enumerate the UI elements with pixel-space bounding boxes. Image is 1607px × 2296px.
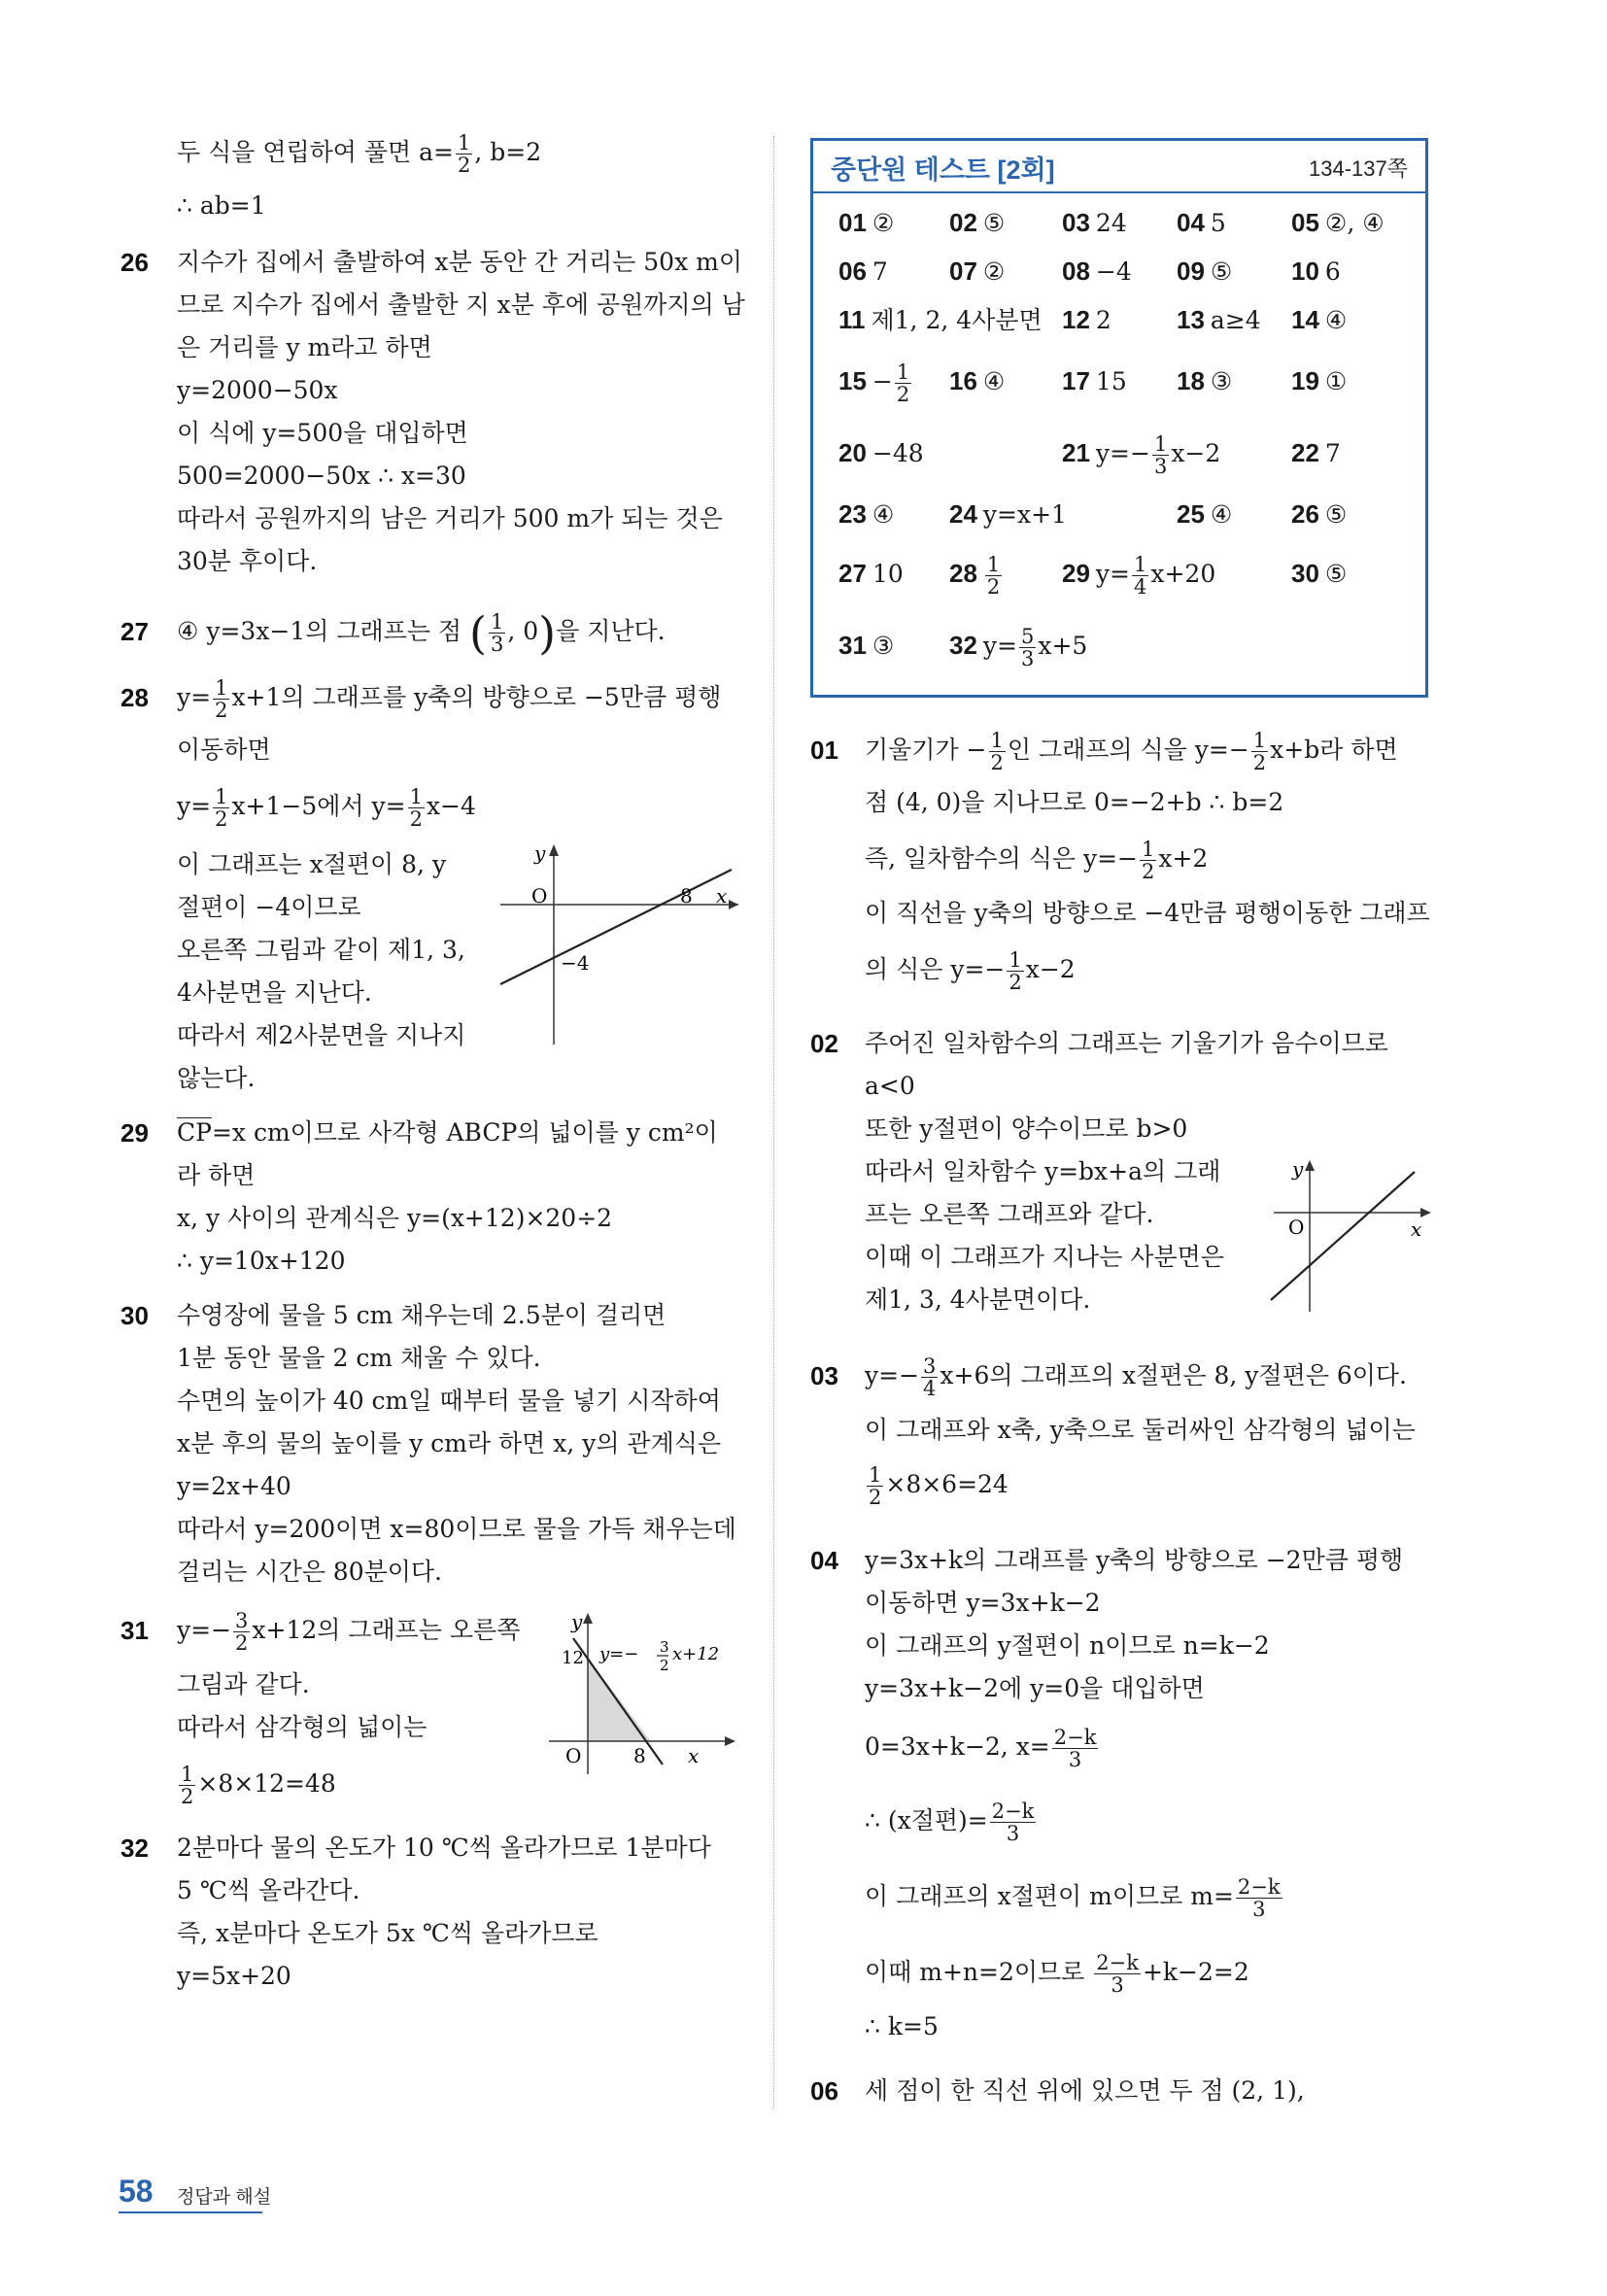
r01-line: 점 (4, 0)을 지나므로 0=−2+b ∴ b=2 (865, 788, 1284, 816)
answer-item: 19 ① (1291, 366, 1348, 395)
q26-line: 500=2000−50x ∴ x=30 (177, 462, 466, 490)
answer-item: 20 −48 (838, 438, 924, 467)
answer-item: 07 ② (949, 257, 1006, 286)
r04-line: ∴ (x절편)= $\frac{2-k}{3}$ (865, 1799, 1035, 1845)
answer-key-title: 중단원 테스트 [2회] (831, 155, 1055, 185)
q29-line: ∴ y=10x+120 (177, 1247, 346, 1275)
q32-line: 5 ℃씩 올라간다. (177, 1876, 360, 1904)
q28-line: 이동하면 (177, 736, 271, 764)
q28-line: 따라서 제2사분면을 지나지 (177, 1021, 466, 1049)
q31-line: 따라서 삼각형의 넓이는 (177, 1713, 427, 1741)
x-axis-arrow (729, 900, 738, 909)
r02-line: 따라서 일차함수 y=bx+a의 그래 (865, 1157, 1221, 1185)
q26-line: 30분 후이다. (177, 547, 318, 575)
answer-key-pages: 134-137쪽 (1309, 156, 1408, 181)
q28-line: 오른쪽 그림과 같이 제1, 3, (177, 936, 465, 964)
answer-item: 13 a≥4 (1177, 305, 1261, 334)
q28-line: 않는다. (177, 1064, 256, 1092)
answer-item: 09 ⑤ (1177, 257, 1233, 286)
q29-line: 라 하면 (177, 1161, 256, 1189)
r03-line: 이 그래프와 x축, y축으로 둘러싸인 삼각형의 넓이는 (865, 1416, 1416, 1444)
answer-item: 32 y= $\frac{5}{3}$ x+5 (949, 625, 1088, 670)
q30-line: 수면의 높이가 40 cm일 때부터 물을 넣기 시작하여 (177, 1387, 721, 1415)
y-axis-label: y (571, 1610, 583, 1633)
r01-line: 기울기가 − $\frac{1}{2}$ 인 그래프의 식을 y=− $\frac{1}{2}$ x+b라 하면 (865, 729, 1398, 774)
answer-item: 17 15 (1062, 366, 1127, 395)
r01-line: 이 직선을 y축의 방향으로 −4만큼 평행이동한 그래프 (865, 899, 1430, 927)
r02-graph (1269, 1156, 1434, 1317)
y-intercept-label: 12 (562, 1648, 584, 1668)
q26-line: 므로 지수가 집에서 출발한 지 x분 후에 공원까지의 남 (177, 291, 745, 319)
q31-line: $\frac{1}{2}$ ×8×12=48 (181, 1763, 336, 1808)
r04-line: 이 그래프의 y절편이 n이므로 n=k−2 (865, 1631, 1270, 1660)
q30-line: y=2x+40 (177, 1472, 291, 1500)
q26-line: y=2000−50x (177, 376, 338, 404)
y-axis-arrow (1305, 1160, 1315, 1171)
svg-text:x+12: x+12 (672, 1644, 720, 1664)
q26-line: 은 거리를 y m라고 하면 (177, 333, 432, 361)
q27-line: ④ y=3x−1의 그래프는 점 ( $\frac{1}{3}$ , 0)을 지난다. (177, 606, 666, 660)
svg-text:3: 3 (660, 1638, 669, 1656)
q31-graph (544, 1609, 738, 1779)
q30-line: 수영장에 물을 5 cm 채우는데 2.5분이 걸리면 (177, 1301, 667, 1329)
r02-line: a<0 (865, 1072, 915, 1100)
answer-item: 08 −4 (1062, 257, 1132, 286)
problem-number-31: 31 (120, 1616, 149, 1645)
q32-line: y=5x+20 (177, 1962, 291, 1990)
answer-item: 16 ④ (949, 366, 1006, 395)
problem-number-32: 32 (120, 1833, 149, 1863)
r01-line: 의 식은 y=− $\frac{1}{2}$ x−2 (865, 948, 1076, 994)
x-intercept-label: 8 (680, 884, 693, 908)
r04-line: y=3x+k−2에 y=0을 대입하면 (865, 1674, 1205, 1702)
r04-line: 이때 m+n=2이므로 $\frac{2-k}{3}$ +k−2=2 (865, 1951, 1249, 1997)
q31-line: 그림과 같다. (177, 1670, 310, 1698)
r01-line: 즉, 일차함수의 식은 y=− $\frac{1}{2}$ x+2 (865, 838, 1209, 883)
x-axis-label: x (688, 1744, 700, 1767)
answer-item: 01 ② (838, 208, 895, 237)
answer-item: 15 − $\frac{1}{2}$ (838, 360, 910, 406)
q29-line: CP=x cm이므로 사각형 ABCP의 넓이를 y cm²이 (177, 1118, 718, 1147)
page-number: 58 (119, 2174, 154, 2209)
answer-item: 25 ④ (1177, 499, 1233, 529)
problem-number-02: 02 (810, 1029, 838, 1058)
r04-line: 이 그래프의 x절편이 m이므로 m= $\frac{2-k}{3}$ (865, 1875, 1281, 1921)
q28-line: 4사분면을 지난다. (177, 978, 372, 1007)
answer-item: 02 ⑤ (949, 208, 1006, 237)
r02-line: 또한 y절편이 양수이므로 b>0 (865, 1114, 1188, 1143)
y-axis-arrow (583, 1613, 593, 1624)
answer-item: 18 ③ (1177, 366, 1233, 395)
answer-key-header (813, 141, 1425, 193)
r03-line: y=− $\frac{3}{4}$ x+6의 그래프의 x절편은 8, y절편은 6이다. (865, 1354, 1407, 1400)
q32-line: 2분마다 물의 온도가 10 ℃씩 올라가므로 1분마다 (177, 1833, 711, 1862)
footer-label: 정답과 해설 (177, 2187, 272, 2208)
answer-item: 27 10 (838, 559, 904, 588)
r06-line: 세 점이 한 직선 위에 있으면 두 점 (2, 1), (865, 2076, 1305, 2105)
answer-item: 06 7 (838, 257, 888, 286)
answer-item: 10 6 (1291, 257, 1341, 286)
answer-key-box (810, 138, 1428, 698)
problem-number-26: 26 (120, 248, 149, 277)
fraction: $\frac{1}{2}$ (458, 131, 471, 177)
q31-line: y=− $\frac{3}{2}$ x+12의 그래프는 오른쪽 (177, 1609, 521, 1655)
intro-line-1: 두 식을 연립하여 풀면 a= $\frac{1}{2}$ , b=2 (177, 131, 542, 177)
origin-label: O (531, 884, 548, 908)
r02-line: 제1, 3, 4사분면이다. (865, 1285, 1091, 1314)
x-axis-label: x (716, 884, 728, 908)
y-axis-label: y (534, 841, 546, 865)
answer-item: 21 y=− $\frac{1}{3}$ x−2 (1062, 432, 1221, 478)
problem-number-01: 01 (810, 736, 838, 765)
origin-label: O (565, 1744, 582, 1767)
answer-item: 12 2 (1062, 305, 1111, 334)
answer-item: 23 ④ (838, 499, 895, 529)
origin-label: O (1288, 1216, 1305, 1239)
x-axis-arrow (1420, 1208, 1431, 1217)
r04-line: ∴ k=5 (865, 2012, 939, 2040)
q26-line: 따라서 공원까지의 남은 거리가 500 m가 되는 것은 (177, 504, 723, 532)
problem-number-29: 29 (120, 1118, 149, 1148)
y-axis-arrow (549, 844, 559, 856)
r02-line: 이때 이 그래프가 지나는 사분면은 (865, 1243, 1224, 1271)
r03-line: $\frac{1}{2}$ ×8×6=24 (869, 1463, 1009, 1509)
line-equation-label: y=− (599, 1644, 639, 1664)
q29-line: x, y 사이의 관계식은 y=(x+12)×20÷2 (177, 1204, 613, 1232)
q30-line: 1분 동안 물을 2 cm 채울 수 있다. (177, 1344, 541, 1372)
answer-item: 04 5 (1177, 208, 1226, 237)
r04-line: y=3x+k의 그래프를 y축의 방향으로 −2만큼 평행 (865, 1546, 1404, 1574)
problem-number-27: 27 (120, 617, 149, 646)
y-intercept-label: −4 (561, 951, 590, 975)
fraction: $\frac{1}{3}$ (490, 610, 504, 656)
answer-item: 05 ②, ④ (1291, 208, 1385, 237)
problem-number-06: 06 (810, 2076, 838, 2106)
x-axis-label: x (1411, 1217, 1422, 1241)
answer-item: 22 7 (1291, 438, 1341, 467)
answer-item: 11 제1, 2, 4사분면 (838, 305, 1043, 334)
q28-line: y= $\frac{1}{2}$ x+1의 그래프를 y축의 방향으로 −5만큼 평행 (177, 676, 722, 722)
q30-line: x분 후의 물의 높이를 y cm라 하면 x, y의 관계식은 (177, 1429, 722, 1457)
r02-line: 프는 오른쪽 그래프와 같다. (865, 1200, 1154, 1228)
q28-line: 절편이 −4이므로 (177, 893, 361, 921)
r04-line: 0=3x+k−2, x= $\frac{2-k}{3}$ (865, 1726, 1097, 1771)
answer-item: 31 ③ (838, 631, 895, 660)
column-divider (773, 136, 774, 2108)
problem-number-30: 30 (120, 1301, 149, 1330)
intro-line-2: ∴ ab=1 (177, 191, 266, 220)
x-intercept-label: 8 (633, 1744, 646, 1767)
q28-line: 이 그래프는 x절편이 8, y (177, 850, 447, 878)
answer-item: 28 $\frac{1}{2}$ (949, 553, 1001, 599)
q32-line: 즉, x분마다 온도가 5x ℃씩 올라가므로 (177, 1919, 598, 1947)
x-axis-arrow (725, 1736, 735, 1746)
q26-line: 지수가 집에서 출발하여 x분 동안 간 거리는 50x m이 (177, 248, 742, 276)
answer-item: 30 ⑤ (1291, 559, 1348, 588)
q28-graph (491, 840, 743, 1049)
q26-line: 이 식에 y=500을 대입하면 (177, 419, 468, 447)
q28-line: y= $\frac{1}{2}$ x+1−5에서 y= $\frac{1}{2}$ x−4 (177, 785, 476, 831)
y-axis-label: y (1292, 1157, 1304, 1181)
answer-item: 24 y=x+1 (949, 499, 1067, 529)
svg-text:2: 2 (660, 1657, 669, 1674)
q30-line: 따라서 y=200이면 x=80이므로 물을 가득 채우는데 (177, 1515, 736, 1543)
footer-rule (119, 2211, 262, 2213)
r04-line: 이동하면 y=3x+k−2 (865, 1589, 1101, 1617)
shaded-triangle (588, 1658, 651, 1741)
answer-item: 14 ④ (1291, 305, 1348, 334)
problem-number-03: 03 (810, 1361, 838, 1390)
segment-cp: CP (177, 1118, 212, 1147)
problem-number-04: 04 (810, 1546, 838, 1575)
problem-number-28: 28 (120, 683, 149, 712)
answer-item: 03 24 (1062, 208, 1127, 237)
answer-item: 29 y= $\frac{1}{4}$ x+20 (1062, 553, 1216, 599)
answer-item: 26 ⑤ (1291, 499, 1348, 529)
q30-line: 걸리는 시간은 80분이다. (177, 1558, 443, 1586)
r02-line: 주어진 일차함수의 그래프는 기울기가 음수이므로 (865, 1029, 1388, 1057)
